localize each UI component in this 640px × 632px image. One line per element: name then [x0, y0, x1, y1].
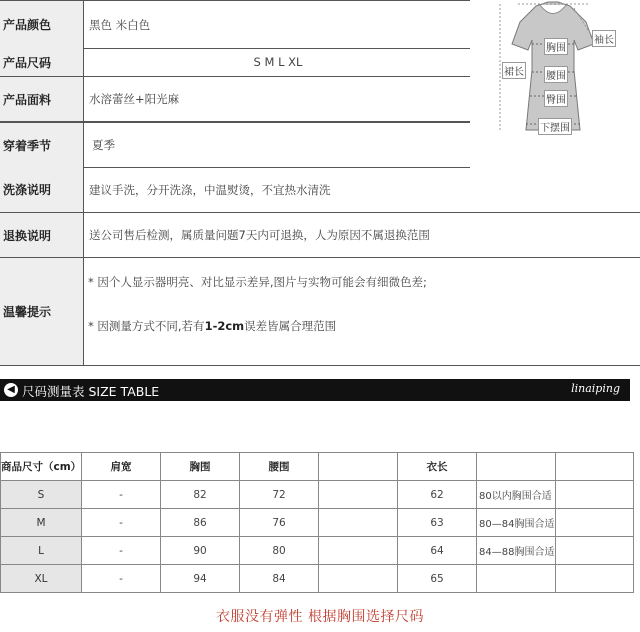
- size-name-cell: XL: [1, 565, 82, 593]
- size-table: [0, 452, 634, 593]
- bottom-note: 衣服没有弹性 根据胸围选择尺码: [216, 609, 424, 625]
- banner-title: 尺码测量表 SIZE TABLE: [22, 384, 160, 399]
- brand-logo: linaiping: [571, 382, 620, 395]
- size-name-cell: L: [1, 537, 82, 565]
- size-table-cell: 63: [398, 509, 477, 537]
- size-table-cell: 86: [161, 509, 240, 537]
- size-table-cell: [319, 537, 398, 565]
- diagram-label-waist: 腰围: [544, 66, 568, 83]
- value-color: 黑色 米白色: [89, 17, 151, 32]
- row-fabric: [0, 77, 470, 122]
- size-table-header-row: [1, 453, 634, 481]
- size-table-header-cell: 肩宽: [82, 453, 161, 481]
- row-size: [0, 48, 470, 77]
- label-size: 产品尺码: [0, 48, 84, 76]
- size-table-cell: 65: [398, 565, 477, 593]
- size-table-cell: -: [82, 565, 161, 593]
- size-table-cell: 90: [161, 537, 240, 565]
- label-fabric: 产品面料: [0, 77, 84, 121]
- size-table-cell: [319, 481, 398, 509]
- size-table-header-cell: [556, 453, 634, 481]
- size-table-cell: [319, 565, 398, 593]
- size-table-cell: [556, 509, 634, 537]
- garment-measure-diagram: [478, 0, 628, 136]
- size-table-cell: [319, 509, 398, 537]
- size-table-cell: 76: [240, 509, 319, 537]
- row-washing: [0, 167, 640, 213]
- value-size: S M L XL: [253, 55, 303, 69]
- size-table-row: [1, 537, 634, 565]
- size-name-cell: M: [1, 509, 82, 537]
- size-table-header-cell: [477, 453, 556, 481]
- size-table-cell: 62: [398, 481, 477, 509]
- size-table-cell: 80: [240, 537, 319, 565]
- size-table-header-cell: 腰围: [240, 453, 319, 481]
- size-table-cell: [556, 537, 634, 565]
- size-table-cell: 72: [240, 481, 319, 509]
- size-table-cell: [477, 565, 556, 593]
- size-table-header-cell: [319, 453, 398, 481]
- diagram-label-chest: 胸围: [544, 38, 568, 55]
- tips-line-2-pre: * 因测量方式不同,若有: [88, 319, 205, 333]
- size-table-row: [1, 481, 634, 509]
- label-color: 产品颜色: [0, 1, 84, 48]
- size-table-cell: [556, 565, 634, 593]
- row-return: [0, 213, 640, 258]
- row-color: [0, 0, 470, 49]
- tips-line-1: * 因个人显示器明亮、对比显示差异,图片与实物可能会有细微色差;: [88, 275, 427, 289]
- size-table-cell: -: [82, 481, 161, 509]
- size-table-cell: 84: [240, 565, 319, 593]
- value-return: 送公司售后检测，属质量问题7天内可退换，人为原因不属退换范围: [89, 228, 430, 242]
- diagram-label-hip: 臀围: [544, 90, 568, 107]
- size-table-cell: 80以内胸围合适: [477, 481, 556, 509]
- size-table-cell: 64: [398, 537, 477, 565]
- arrow-left-circle-icon: ◀: [4, 383, 18, 397]
- value-washing: 建议手洗，分开洗涤，中温熨烫，不宜热水清洗: [89, 182, 331, 197]
- diagram-label-sleeve: 袖长: [592, 30, 616, 47]
- label-tips: 温馨提示: [0, 258, 84, 365]
- size-table-row: [1, 565, 634, 593]
- tips-line-2-bold: 1-2cm: [204, 319, 245, 333]
- size-table-row: [1, 509, 634, 537]
- size-table-cell: 94: [161, 565, 240, 593]
- diagram-label-hem: 下摆围: [538, 118, 572, 135]
- size-table-cell: [556, 481, 634, 509]
- size-table-header-cell: 胸围: [161, 453, 240, 481]
- tips-line-2: [88, 318, 336, 334]
- value-season: 夏季: [92, 138, 115, 152]
- size-table-header-cell: 商品尺寸（cm）: [1, 453, 82, 481]
- label-washing: 洗涤说明: [0, 167, 84, 212]
- tips-line-2-post: 误差皆属合理范围: [244, 319, 337, 333]
- size-table-cell: 82: [161, 481, 240, 509]
- label-season: 穿着季节: [0, 123, 84, 167]
- size-table-cell: 80—84胸围合适: [477, 509, 556, 537]
- value-fabric: 水溶蕾丝+阳光麻: [89, 92, 180, 106]
- size-table-cell: 84—88胸围合适: [477, 537, 556, 565]
- size-table-header-cell: 衣长: [398, 453, 477, 481]
- size-table-banner: [0, 379, 630, 401]
- size-name-cell: S: [1, 481, 82, 509]
- diagram-label-length: 裙长: [502, 62, 526, 79]
- row-season: [0, 122, 470, 168]
- size-table-cell: -: [82, 509, 161, 537]
- size-table-cell: -: [82, 537, 161, 565]
- label-return: 退换说明: [0, 213, 84, 257]
